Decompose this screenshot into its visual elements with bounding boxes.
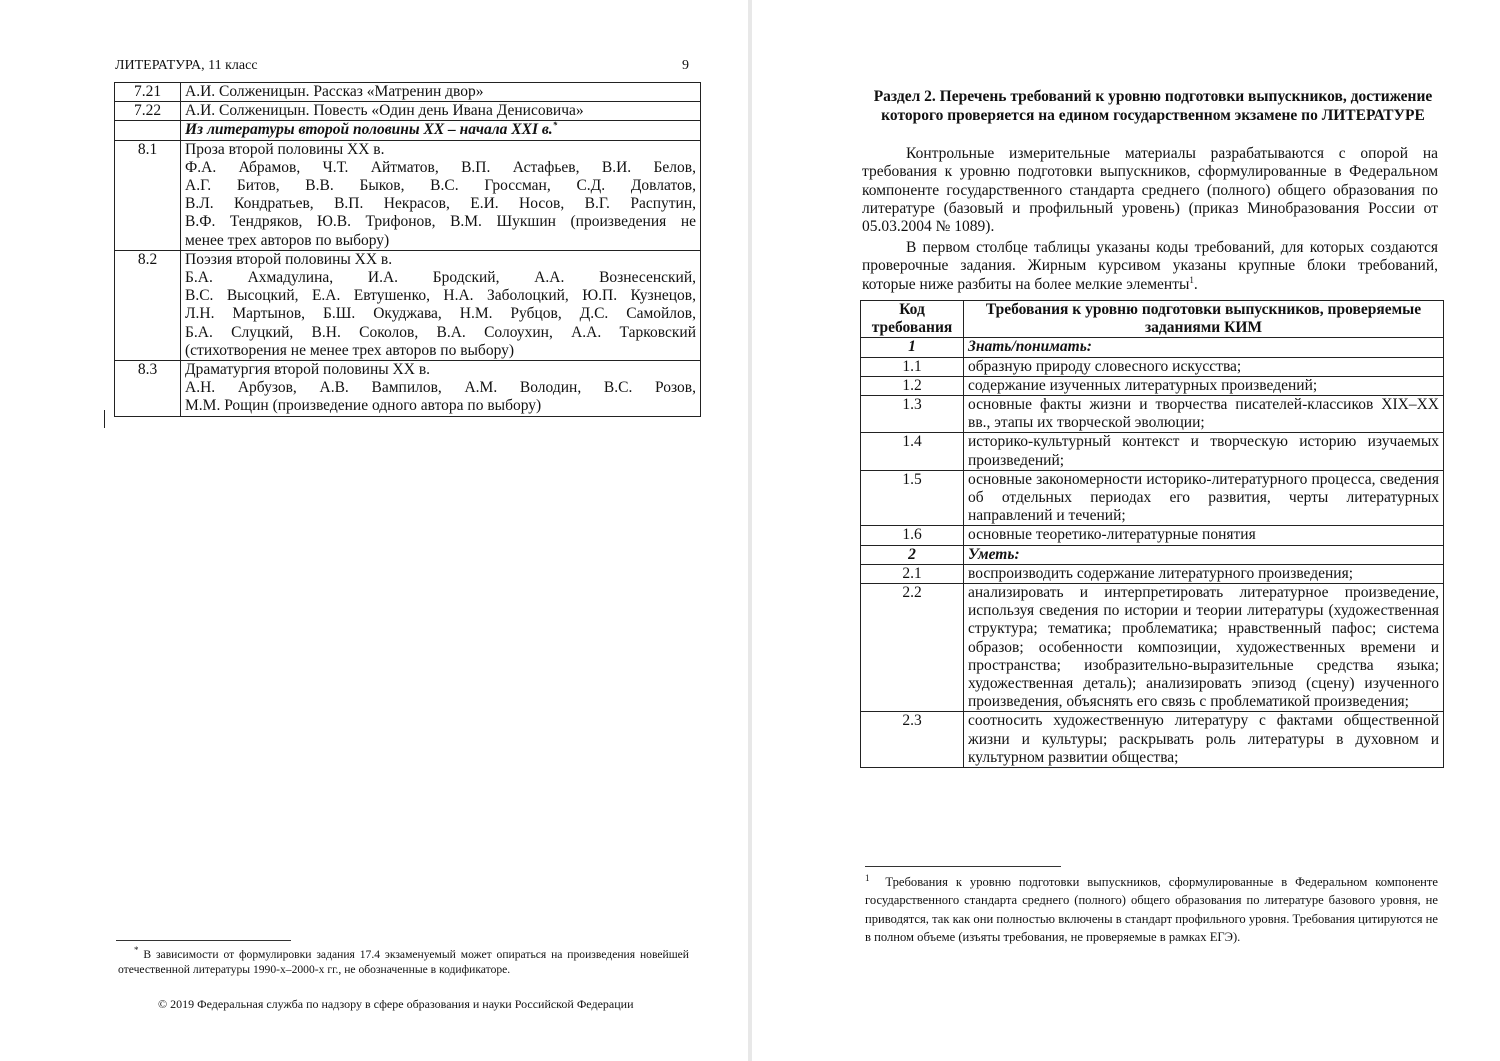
line: В.Ф. Тендряков, Ю.В. Трифонов, В.М. Шукшин (произведения не [185, 213, 696, 231]
table-row [115, 250, 701, 360]
footnote-mark: 1 [865, 872, 870, 883]
table-row [861, 526, 1444, 545]
footnote-text: В зависимости от формулировки задания 17.4 экзаменуемый может опираться на произведения новейшей отечественной литературы 1990-х–2000-х гг., не обозначенные в кодификаторе. [118, 948, 689, 976]
running-header-title: ЛИТЕРАТУРА, 11 класс [115, 58, 258, 73]
table-row-block [861, 545, 1444, 564]
row-text-block [181, 361, 701, 417]
row-code: 1.1 [861, 357, 964, 376]
text-cursor [104, 410, 105, 428]
row-text: основные теоретико-литературные понятия [964, 526, 1444, 545]
row-code: 7.22 [115, 102, 181, 121]
line: (стихотворения не менее трех авторов по выбору) [185, 341, 515, 359]
row-code: 1 [861, 338, 964, 357]
row-text: соотносить художественную литературу с фактами общественной жизни и культуры; раскрывать роль литературы в духовном и культурном развитии общества; [964, 712, 1444, 768]
row-text: Уметь: [964, 545, 1444, 564]
requirements-table [860, 300, 1444, 768]
left-page [0, 0, 748, 1061]
table-row [115, 102, 701, 121]
line: В.Л. Кондратьев, В.П. Некрасов, Е.И. Носов, В.Г. Распутин, [185, 195, 696, 213]
page-number: 9 [682, 58, 689, 73]
table-row [861, 357, 1444, 376]
row-code: 2.2 [861, 584, 964, 712]
table-row [861, 584, 1444, 712]
footnote-separator [116, 940, 291, 941]
row-text: основные факты жизни и творчества писателей-классиков XIX–XX вв., этапы их творческой эволюции; [964, 396, 1444, 433]
row-text: историко-культурный контекст и творческую историю изучаемых произведений; [964, 433, 1444, 470]
table-row [861, 470, 1444, 526]
table-row [115, 361, 701, 417]
row-text: воспроизводить содержание литературного произведения; [964, 564, 1444, 583]
line: Поэзия второй половины XX в. [185, 250, 393, 268]
intro-paragraph-2: В первом столбце таблицы указаны коды требований, для которых создаются проверочные задания. Жирным курсивом указаны крупные блоки требований, которые ниже разбиты на более мелкие элементы$^1$. [862, 239, 1438, 293]
table-header-row [861, 301, 1444, 338]
footnote [118, 947, 689, 977]
row-code: 2 [861, 545, 964, 564]
row-text: основные закономерности историко-литературного процесса, сведения об отдельных периодах его развития, черты литературных направлений и течений; [964, 470, 1444, 526]
table-row [861, 564, 1444, 583]
row-code: 2.3 [861, 712, 964, 768]
row-text: Знать/понимать: [964, 338, 1444, 357]
row-code: 8.2 [115, 250, 181, 360]
table-row [861, 712, 1444, 768]
row-text: А.И. Солженицын. Рассказ «Матренин двор» [181, 83, 701, 102]
intro-paragraph-2-text: В первом столбце таблицы указаны коды требований, для которых создаются проверочные задания. Жирным курсивом указаны крупные блоки требований, которые ниже разбиты на более мелкие элементы [862, 239, 1438, 293]
table-row [861, 433, 1444, 470]
table-row [861, 396, 1444, 433]
table-row [115, 83, 701, 102]
line: Проза второй половины XX в. [185, 140, 385, 158]
table-row-block [861, 338, 1444, 357]
table-row-section-heading [115, 121, 701, 140]
row-code [115, 121, 181, 140]
row-text: А.И. Солженицын. Повесть «Один день Ивана Денисовича» [181, 102, 701, 121]
section-heading-text: Из литературы второй половины XX – начала XXI в. [185, 121, 553, 139]
copyright-footer: © 2019 Федеральная служба по надзору в сфере образования и науки Российской Федерации [158, 997, 634, 1011]
line: Ф.А. Абрамов, Ч.Т. Айтматов, В.П. Астафьев, В.И. Белов, [185, 158, 696, 176]
row-text: анализировать и интерпретировать литературное произведение, используя сведения по истории и теории литературы (художественная структура; тематика; проблематика; нравственный пафос; система образов; особенности композиции, художественных времени и пространства; изобразительно-выразительные средства языка; художественная деталь); анализировать эпизод (сцену) изученного произведения, объяснять его связь с проблематикой произведения; [964, 584, 1444, 712]
footnote-ref: * [552, 120, 558, 131]
section-heading [181, 121, 701, 140]
section-title: Раздел 2. Перечень требований к уровню подготовки выпускников, достижение которого проверяется на едином государственном экзамене по ЛИТЕРАТУРЕ [873, 88, 1433, 124]
row-text: образную природу словесного искусства; [964, 357, 1444, 376]
intro-paragraph-1: Контрольные измерительные материалы разрабатываются с опорой на требования к уровню подготовки выпускников, сформулированные в Федеральном компоненте государственного стандарта среднего (полного) общего образования по литературе (базовый и профильный уровень) (приказ Минобразования России от 05.03.2004 № 1089). [862, 145, 1438, 236]
table-row [115, 140, 701, 250]
literature-list-table [114, 82, 701, 417]
row-code: 7.21 [115, 83, 181, 102]
row-text-block [181, 140, 701, 250]
row-code: 1.4 [861, 433, 964, 470]
row-text: содержание изученных литературных произведений; [964, 376, 1444, 395]
line: Драматургия второй половины XX в. [185, 361, 431, 379]
row-code: 1.5 [861, 470, 964, 526]
row-code: 1.3 [861, 396, 964, 433]
row-code: 8.3 [115, 361, 181, 417]
row-text-block [181, 250, 701, 360]
line: Б.А. Ахмадулина, И.А. Бродский, А.А. Вознесенский, [185, 269, 696, 287]
line: М.М. Рощин (произведение одного автора по выбору) [185, 397, 542, 415]
header-code: Код требования [861, 301, 964, 338]
line: В.С. Высоцкий, Е.А. Евтушенко, Н.А. Заболоцкий, Ю.П. Кузнецов, [185, 287, 696, 305]
line: Б.А. Слуцкий, В.Н. Соколов, В.А. Солоухин, А.А. Тарковский [185, 323, 696, 341]
footnote-separator [865, 866, 1061, 867]
footnote-ref: 1 [1189, 274, 1194, 285]
row-code: 1.6 [861, 526, 964, 545]
table-row [861, 376, 1444, 395]
footnote [865, 873, 1438, 946]
footnote-mark: * [134, 945, 139, 956]
line: Л.Н. Мартынов, Б.Ш. Окуджава, Н.М. Рубцов, Д.С. Самойлов, [185, 305, 696, 323]
row-code: 1.2 [861, 376, 964, 395]
line: менее трех авторов по выбору) [185, 231, 390, 249]
row-code: 8.1 [115, 140, 181, 250]
footnote-text: Требования к уровню подготовки выпускников, сформулированные в Федеральном компоненте государственного стандарта среднего (полного) общего образования по литературе базового уровня, не приводятся, так как они полностью включены в стандарт профильного уровня. Требования цитируются не в полном объеме (изъяты требования, не проверяемые в рамках ЕГЭ). [865, 875, 1439, 944]
header-requirements: Требования к уровню подготовки выпускников, проверяемые заданиями КИМ [964, 301, 1444, 338]
line: А.Н. Арбузов, А.В. Вампилов, А.М. Володин, В.С. Розов, [185, 379, 696, 397]
row-code: 2.1 [861, 564, 964, 583]
line: А.Г. Битов, В.В. Быков, В.С. Гроссман, С.Д. Довлатов, [185, 177, 696, 195]
